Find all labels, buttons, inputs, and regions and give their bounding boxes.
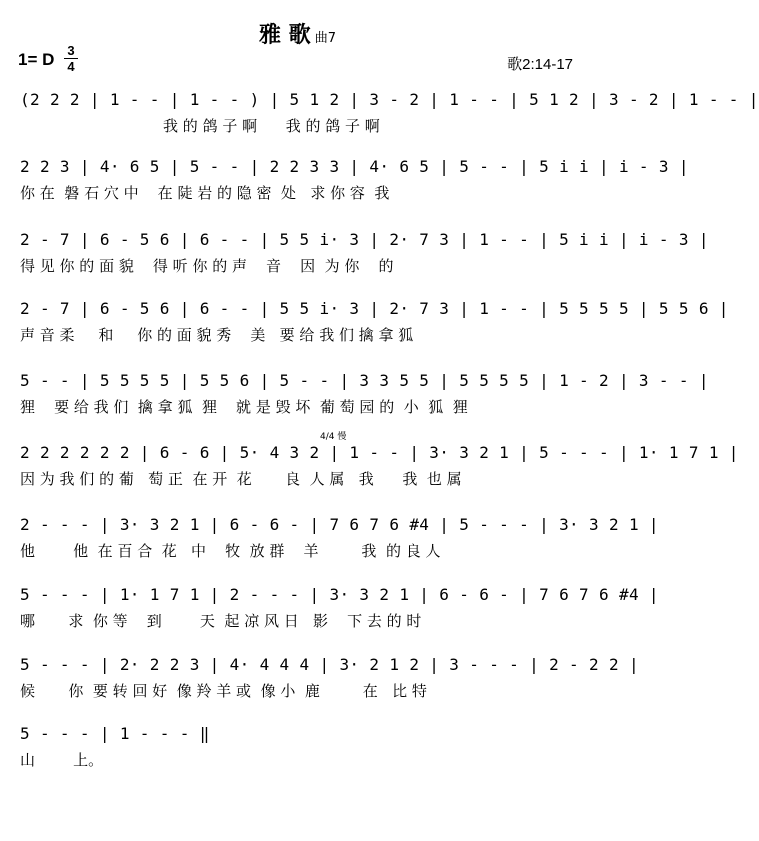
lyrics-line: 因 为 我 们 的 葡 萄 正 在 开 花 良 人 属 我 我 也 属 [20, 470, 462, 488]
time-bottom: 4 [67, 59, 75, 74]
tempo-marking: 4/4 慢 [320, 432, 347, 442]
notation-line: 2 - 7 | 6 - 5 6 | 6 - - | 5 5 i· 3 | 2· 7 3 | 1 - - | 5 i i | i - 3 | [20, 230, 709, 249]
notation-line: 5 - - - | 1 - - - ‖ [20, 724, 210, 743]
notation-line: 5 - - - | 2· 2 2 3 | 4· 4 4 4 | 3· 2 1 2 | 3 - - - | 2 - 2 2 | [20, 655, 639, 674]
time-signature [64, 44, 78, 73]
lyrics-line: 候 你 要 转 回 好 像 羚 羊 或 像 小 鹿 在 比 特 [20, 682, 427, 700]
lyrics-line: 你 在 磐 石 穴 中 在 陡 岩 的 隐 密 处 求 你 容 我 [20, 184, 390, 202]
song-subtitle: 曲7 [314, 31, 336, 46]
time-top: 3 [67, 43, 75, 58]
scripture-reference: 歌2:14-17 [507, 56, 573, 73]
notation-line: (2 2 2 | 1 - - | 1 - - ) | 5 1 2 | 3 - 2 | 1 - - | 5 1 2 | 3 - 2 | 1 - - | [20, 90, 759, 109]
key-signature: 1= D [18, 50, 55, 69]
lyrics-line: 我 的 鸽 子 啊 我 的 鸽 子 啊 [20, 117, 380, 135]
lyrics-line: 声 音 柔 和 你 的 面 貌 秀 美 要 给 我 们 擒 拿 狐 [20, 326, 414, 344]
lyrics-line: 得 见 你 的 面 貌 得 听 你 的 声 音 因 为 你 的 [20, 257, 394, 275]
notation-line: 2 - - - | 3· 3 2 1 | 6 - 6 - | 7 6 7 6 #4 | 5 - - - | 3· 3 2 1 | [20, 515, 659, 534]
notation-line: 5 - - | 5 5 5 5 | 5 5 6 | 5 - - | 3 3 5 5 | 5 5 5 5 | 1 - 2 | 3 - - | [20, 371, 709, 390]
lyrics-line: 他 他 在 百 合 花 中 牧 放 群 羊 我 的 良 人 [20, 542, 441, 560]
lyrics-line: 狸 要 给 我 们 擒 拿 狐 狸 就 是 毁 坏 葡 萄 园 的 小 狐 狸 [20, 398, 468, 416]
notation-line: 2 2 3 | 4· 6 5 | 5 - - | 2 2 3 3 | 4· 6 5 | 5 - - | 5 i i | i - 3 | [20, 157, 689, 176]
song-title-text: 雅 歌 [259, 22, 311, 48]
notation-line: 2 - 7 | 6 - 5 6 | 6 - - | 5 5 i· 3 | 2· 7 3 | 1 - - | 5 5 5 5 | 5 5 6 | [20, 299, 729, 318]
lyrics-line: 哪 求 你 等 到 天 起 凉 风 日 影 下 去 的 时 [20, 612, 422, 630]
notation-line: 5 - - - | 1· 1 7 1 | 2 - - - | 3· 3 2 1 | 6 - 6 - | 7 6 7 6 #4 | [20, 585, 659, 604]
lyrics-line: 山 上。 [20, 751, 104, 769]
song-title [0, 18, 595, 49]
notation-line: 2 2 2 2 2 2 | 6 - 6 | 5· 4 3 2 | 1 - - | 3· 3 2 1 | 5 - - - | 1· 1 7 1 | [20, 443, 739, 462]
